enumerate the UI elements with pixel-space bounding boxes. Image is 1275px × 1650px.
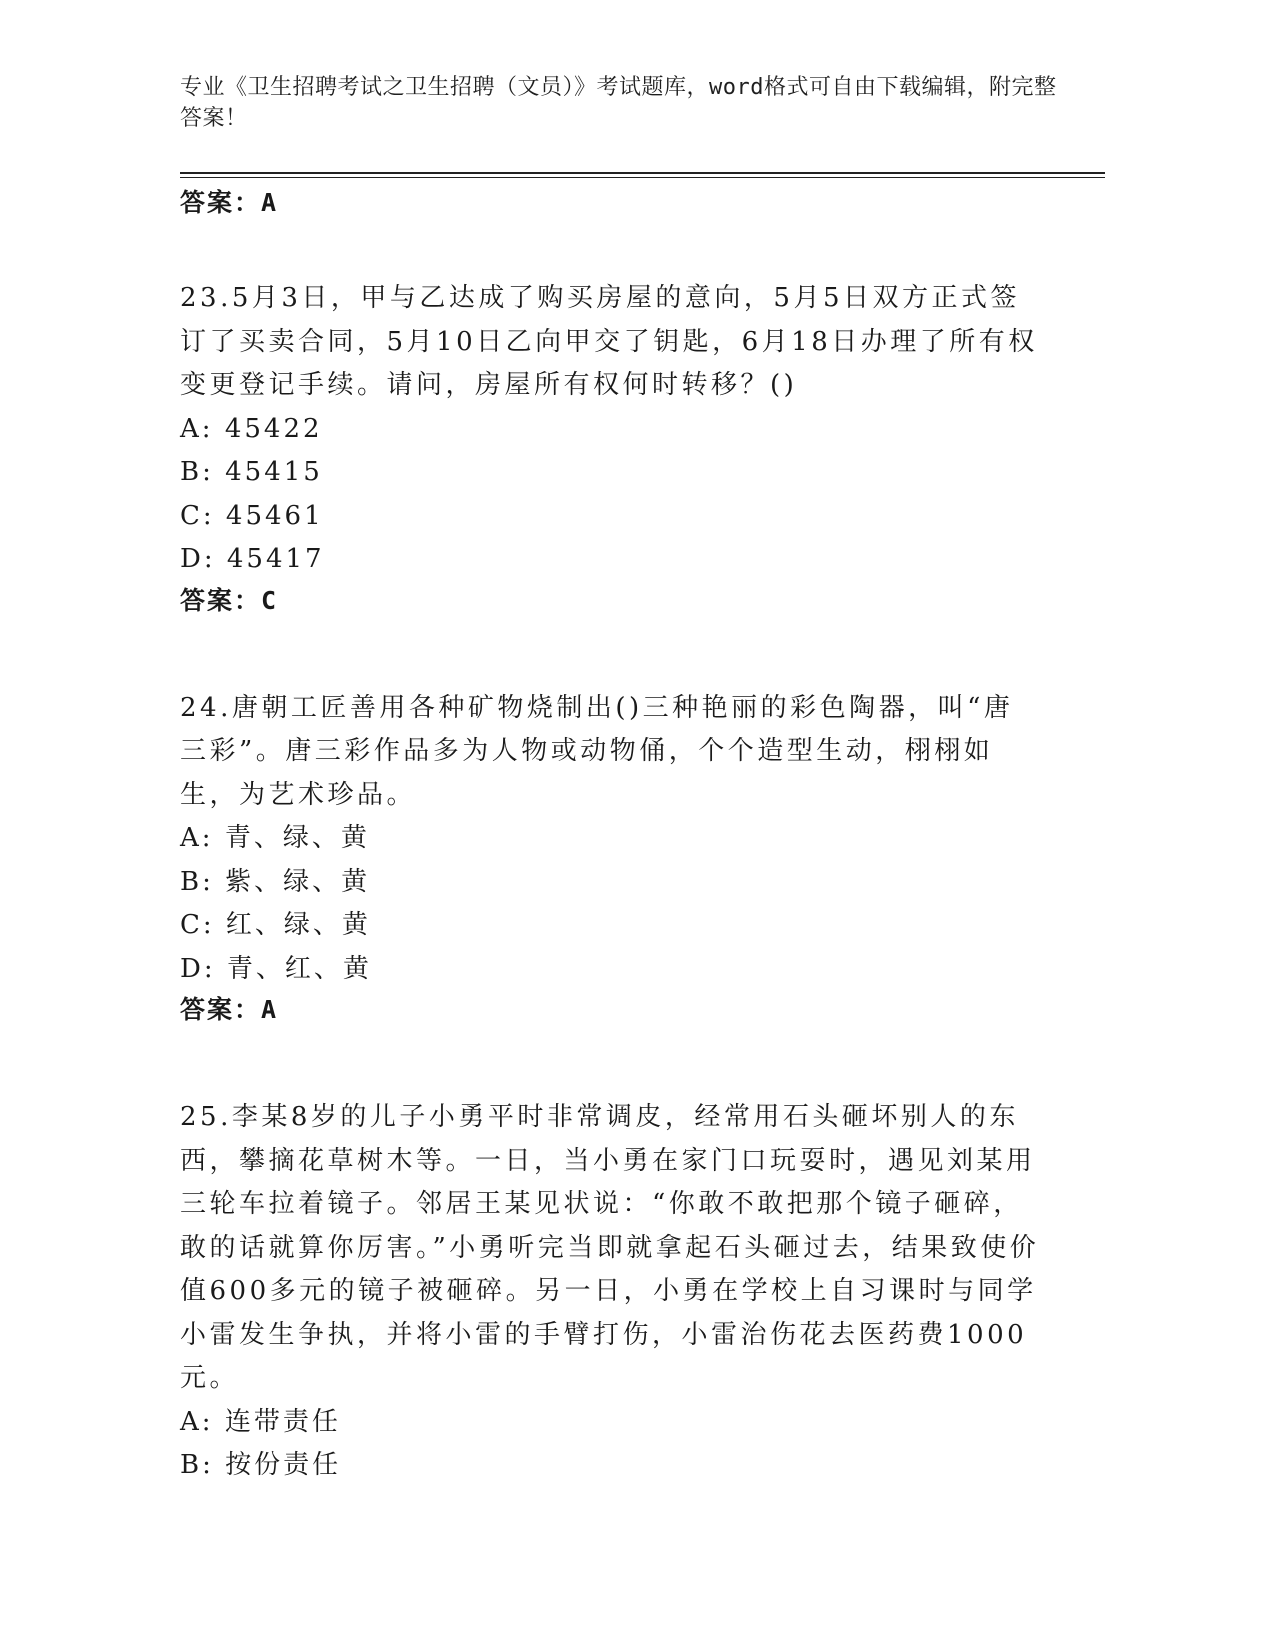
option-key: B: [180, 1450, 214, 1480]
option-text: 45422 [224, 413, 323, 444]
option-key: C: [180, 500, 215, 531]
question-content [180, 184, 1040, 1488]
option-item [180, 948, 1040, 992]
option-key: A: [180, 823, 214, 853]
answer-line [180, 582, 1040, 625]
option-text: 连带责任 [224, 1406, 341, 1437]
answer-value: A [261, 995, 279, 1024]
header-divider-thin [180, 177, 1105, 178]
option-key: B: [180, 866, 214, 897]
option-item [180, 1444, 1040, 1488]
option-key: A: [180, 1406, 214, 1437]
option-text: 45461 [225, 500, 324, 531]
document-header: 专业《卫生招聘考试之卫生招聘（文员）》考试题库，word格式可自由下载编辑，附完整答案！ [180, 75, 1057, 131]
option-item [180, 904, 1040, 948]
option-text: 青、红、黄 [226, 953, 372, 984]
answer-label: 答案： [180, 188, 262, 217]
option-key: B: [180, 457, 214, 487]
answer-line [180, 184, 1040, 227]
answer-value: A [261, 188, 279, 217]
question-text: 25.李某8岁的儿子小勇平时非常调皮，经常用石头砸坏别人的东西，攀摘花草树木等。一日，当小勇在家门口玩耍时，遇见刘某用三轮车拉着镜子。邻居王某见状说：“你敢不敢把那个镜子砸碎，敢的话就算你厉害。”小勇听完当即就拿起石头砸过去，结果致使价值600多元的镜子被砸碎。另一日，小勇在学校上自习课时与同学小雷发生争执，并将小雷的手臂打伤，小雷治伤花去医药费1000元。 [180, 1102, 1040, 1393]
option-text: 红、绿、黄 [225, 910, 371, 940]
option-item [180, 538, 1040, 582]
option-item [180, 817, 1040, 861]
answer-label: 答案： [180, 995, 262, 1024]
answer-line [180, 991, 1040, 1034]
option-item [180, 495, 1040, 539]
option-key: D: [180, 953, 216, 984]
option-item [180, 408, 1040, 452]
option-key: D: [180, 544, 216, 574]
option-text: 紫、绿、黄 [225, 866, 371, 897]
option-item [180, 861, 1040, 905]
option-text: 按份责任 [225, 1450, 342, 1480]
option-item [180, 451, 1040, 495]
option-key: A: [180, 413, 214, 444]
option-item [180, 1401, 1040, 1445]
option-text: 45417 [226, 544, 325, 574]
question-text: 23.5月3日，甲与乙达成了购买房屋的意向，5月5日双方正式签订了买卖合同，5月10日乙向甲交了钥匙，6月18日办理了所有权变更登记手续。请问，房屋所有权何时转移？() [180, 283, 1038, 400]
option-key: C: [180, 910, 215, 940]
question-text: 24.唐朝工匠善用各种矿物烧制出()三种艳丽的彩色陶器，叫“唐三彩”。唐三彩作品多为人物或动物俑，个个造型生动，栩栩如生，为艺术珍品。 [180, 692, 1014, 810]
answer-value: C [261, 585, 279, 615]
header-divider-thick [180, 172, 1105, 174]
option-text: 青、绿、黄 [224, 823, 370, 853]
option-text: 45415 [225, 457, 323, 487]
answer-label: 答案： [180, 585, 262, 615]
